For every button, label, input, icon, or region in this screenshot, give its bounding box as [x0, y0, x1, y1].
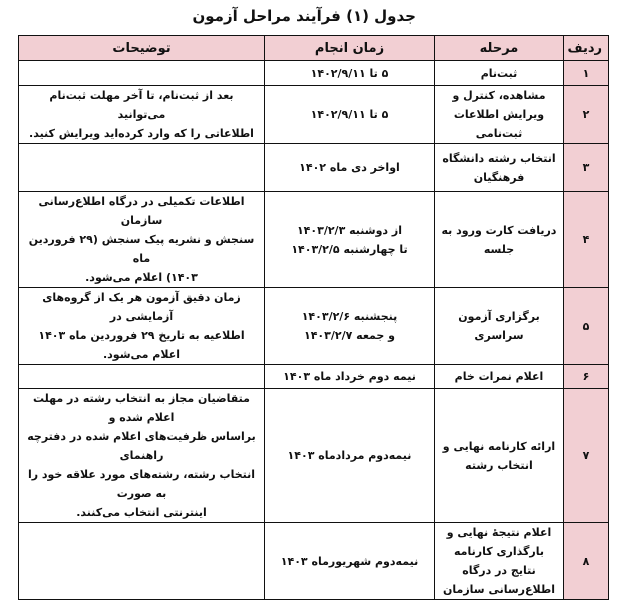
header-stage: مرحله: [435, 36, 564, 61]
time-line: پنجشنبه ۱۴۰۳/۲/۶: [301, 310, 398, 323]
table-row: [19, 86, 609, 144]
row-desc: [19, 86, 265, 144]
time-line: از دوشنبه ۱۴۰۳/۲/۳: [296, 223, 403, 237]
table-row: [19, 365, 609, 389]
row-desc: [19, 288, 265, 365]
row-desc: [19, 365, 265, 389]
row-stage: مشاهده، کنترل و ویرایش اطلاعات ثبت‌نامی: [435, 86, 564, 144]
row-index: ۸: [564, 523, 609, 600]
row-index: ۵: [564, 288, 609, 365]
desc-line: اینترنتی انتخاب می‌کنند.: [76, 506, 207, 519]
row-time: ۵ تا ۱۴۰۲/۹/۱۱: [265, 86, 435, 144]
row-stage: ارائه کارنامه نهایی و انتخاب رشته: [435, 389, 564, 523]
desc-line: زمان دقیق آزمون هر یک از گروه‌های آزمایشی در: [42, 291, 241, 323]
desc-line: اطلاعاتی را که وارد کرده‌اید ویرایش کنید.: [29, 127, 254, 140]
row-desc: [19, 523, 265, 600]
row-stage: انتخاب رشته دانشگاه فرهنگیان: [435, 144, 564, 192]
row-time: اواخر دی ماه ۱۴۰۲: [265, 144, 435, 192]
row-stage: اعلام نتیجهٔ نهایی و بارگذاری کارنامه نتایج در درگاه اطلاع‌رسانی سازمان: [435, 523, 564, 600]
row-stage: اعلام نمرات خام: [435, 365, 564, 389]
row-time: نیمه‌دوم مردادماه ۱۴۰۳: [265, 389, 435, 523]
row-time: [265, 288, 435, 365]
row-time: نیمه دوم خرداد ماه ۱۴۰۳: [265, 365, 435, 389]
row-index: ۲: [564, 86, 609, 144]
row-time: ۵ تا ۱۴۰۲/۹/۱۱: [265, 61, 435, 86]
desc-line: متقاضیان مجاز به انتخاب رشته در مهلت اعلام شده و: [33, 392, 250, 424]
desc-line: اطلاعیه به تاریخ ۲۹ فروردین ماه ۱۴۰۳ اعلام می‌شود.: [38, 329, 245, 361]
desc-line: ۱۴۰۳) اعلام می‌شود.: [85, 271, 198, 284]
desc-line: اطلاعات تکمیلی در درگاه اطلاع‌رسانی سازمان: [38, 195, 245, 227]
table-row: [19, 389, 609, 523]
header-time: زمان انجام: [265, 36, 435, 61]
header-row: [19, 36, 609, 61]
row-desc: [19, 144, 265, 192]
row-stage: ثبت‌نام: [435, 61, 564, 86]
row-index: ۱: [564, 61, 609, 86]
row-index: ۴: [564, 192, 609, 288]
header-desc: توضیحات: [19, 36, 265, 61]
header-index: ردیف: [564, 36, 609, 61]
table-row: [19, 144, 609, 192]
row-desc: [19, 192, 265, 288]
row-index: ۶: [564, 365, 609, 389]
row-time: نیمه‌دوم شهریورماه ۱۴۰۳: [265, 523, 435, 600]
row-time: [265, 192, 435, 288]
table-title: جدول (۱) فرآیند مراحل آزمون: [192, 7, 416, 25]
table-row: [19, 192, 609, 288]
table-row: [19, 288, 609, 365]
desc-line: سنجش و نشریه پیک سنجش (۲۹ فروردین ماه: [28, 233, 255, 265]
desc-line: بعد از ثبت‌نام، تا آخر مهلت ثبت‌نام می‌توانید: [49, 89, 234, 121]
row-index: ۳: [564, 144, 609, 192]
table-row: [19, 61, 609, 86]
row-stage: برگزاری آزمون سراسری: [435, 288, 564, 365]
desc-line: براساس ظرفیت‌های اعلام شده در دفترچه راهنمای: [27, 430, 256, 462]
row-desc: [19, 61, 265, 86]
exam-process-table: [18, 35, 609, 600]
table-row: [19, 523, 609, 600]
time-line: و جمعه ۱۴۰۳/۲/۷: [303, 329, 395, 342]
desc-line: انتخاب رشته، رشته‌های مورد علاقه خود را به صورت: [27, 468, 256, 500]
row-stage: دریافت کارت ورود به جلسه: [435, 192, 564, 288]
row-desc: [19, 389, 265, 523]
row-index: ۷: [564, 389, 609, 523]
time-line: تا چهارشنبه ۱۴۰۳/۲/۵: [291, 242, 408, 256]
